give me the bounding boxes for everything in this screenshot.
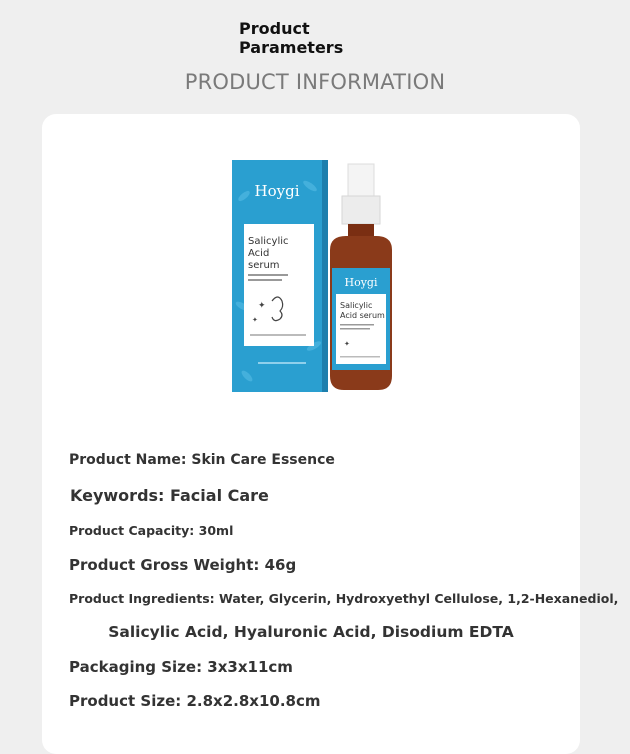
box-title-3: serum — [248, 260, 280, 271]
box-title-1: Salicylic — [248, 236, 289, 247]
bottle-brand-text: Hoygi — [344, 276, 378, 289]
box-title-2: Acid — [248, 248, 270, 259]
bottle-pump-cap — [348, 164, 374, 196]
page-title-line2: Parameters — [239, 38, 344, 57]
bottle-title-2: Acid serum — [340, 311, 385, 320]
product-size: Product Size: 2.8x2.8x10.8cm — [69, 692, 321, 710]
gross-weight: Product Gross Weight: 46g — [69, 556, 297, 574]
page-title-line1: Product — [239, 19, 310, 38]
keywords: Keywords: Facial Care — [70, 486, 269, 505]
product-capacity: Product Capacity: 30ml — [69, 523, 234, 538]
product-image — [232, 156, 402, 396]
svg-text:✦: ✦ — [252, 316, 258, 324]
ingredients-line1: Product Ingredients: Water, Glycerin, Hydroxyethyl Cellulose, 1,2-Hexanediol, — [69, 591, 619, 606]
ingredients-line2: Salicylic Acid, Hyaluronic Acid, Disodium EDTA — [108, 623, 514, 641]
sparkle-icon: ✦ — [258, 301, 266, 311]
bottle-title-1: Salicylic — [340, 301, 373, 310]
packaging-size: Packaging Size: 3x3x11cm — [69, 658, 293, 676]
svg-text:✦: ✦ — [344, 340, 350, 348]
page-title — [239, 19, 343, 57]
box-brand-text: Hoygi — [254, 182, 300, 200]
product-info-card — [42, 114, 619, 754]
product-name: Product Name: Skin Care Essence — [69, 452, 335, 468]
section-subtitle: PRODUCT INFORMATION — [184, 70, 446, 94]
